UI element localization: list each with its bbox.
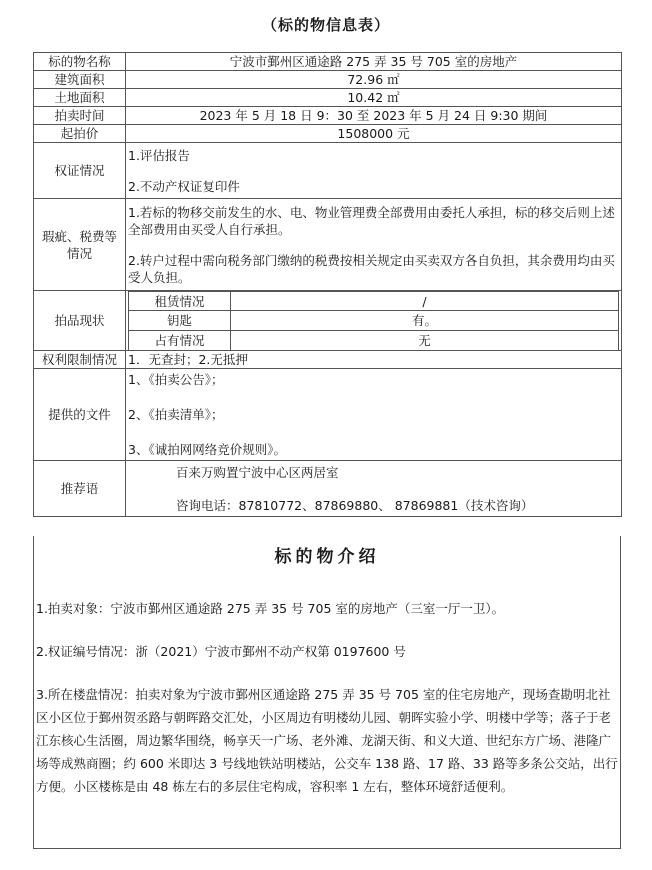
name-label: 标的物名称: [34, 53, 126, 71]
status-cell: [126, 291, 622, 351]
defect-cell: [126, 199, 622, 291]
area-label: 建筑面积: [34, 71, 126, 89]
cert-item: 2.不动产权证复印件: [128, 178, 240, 194]
status-subtable: [128, 291, 619, 350]
restrict-value: 1．无查封；2.无抵押: [126, 351, 622, 369]
files-item: 2、《拍卖清单》；: [128, 407, 224, 422]
files-label: 提供的文件: [34, 369, 126, 461]
document-title: （标的物信息表）: [261, 16, 390, 34]
files-item: 1、《拍卖公告》；: [128, 372, 224, 387]
intro-paragraph: 2.权证编号情况：浙（2021）宁波市鄞州不动产权第 0197600 号: [36, 644, 406, 659]
recommend-line: 百来万购置宁波中心区两居室: [176, 464, 339, 480]
files-item: 3、《诚拍网网络竞价规则》。: [128, 442, 286, 457]
land-value: 10.42 ㎡: [126, 89, 622, 107]
status-value: 有。: [231, 311, 619, 331]
defect-item: 1.若标的物移交前发生的水、电、物业管理费全部费用由委托人承担，标的移交后则上述全部费用由买受人自行承担。: [128, 204, 615, 237]
name-value: 宁波市鄞州区通途路 275 弄 35 号 705 室的房地产: [126, 53, 622, 71]
intro-paragraph: 1.拍卖对象：宁波市鄞州区通途路 275 弄 35 号 705 室的房地产（三室一厅一卫）。: [36, 601, 505, 616]
info-table: [33, 52, 622, 517]
land-label: 土地面积: [34, 89, 126, 107]
cert-label: 权证情况: [34, 143, 126, 199]
status-key: 钥匙: [129, 311, 231, 331]
time-value: 2023 年 5 月 18 日 9：30 至 2023 年 5 月 24 日 9:30 期间: [126, 107, 622, 125]
defect-item: 2.转户过程中需向税务部门缴纳的税费按相关规定由买卖双方各自负担，其余费用均由买受人负担。: [128, 252, 615, 285]
recommend-cell: [126, 461, 622, 517]
status-value: 无: [231, 331, 619, 350]
area-value: 72.96 ㎡: [126, 71, 622, 89]
status-key: 租赁情况: [129, 292, 231, 311]
files-cell: [126, 369, 622, 461]
intro-section: [33, 536, 621, 849]
intro-title: 标的物介绍: [274, 547, 380, 567]
cert-item: 1.评估报告: [128, 147, 190, 163]
recommend-contact: 咨询电话：87810772、87869880、 87869881（技术咨询）: [176, 497, 534, 513]
defect-label: 瑕疵、税费等情况: [34, 199, 126, 291]
status-label: 拍品现状: [34, 291, 126, 351]
price-value: 1508000 元: [126, 125, 622, 143]
price-label: 起拍价: [34, 125, 126, 143]
restrict-label: 权利限制情况: [34, 351, 126, 369]
intro-paragraph: 3.所在楼盘情况：拍卖对象为宁波市鄞州区通途路 275 弄 35 号 705 室的住宅房地产，现场查勘明北社区小区位于鄞州贺丞路与朝晖路交汇处，小区周边有明楼幼儿园、朝晖实验小学、明楼中学等；落子于老江东核心生活圈，周边繁华围绕，畅享天一广场、老外滩、龙湖天街、和义大道、世纪东方广场、港隆广场等成熟商圈；约 600 米即达 3 号线地铁站明楼站，公交车 138 路、17 路、33 路等多条公交站，出行方便。小区楼栋是由 48 栋左右的多层住宅构成，容积率 1 左右，整体环境舒适便利。: [36, 687, 618, 794]
status-value: /: [231, 292, 619, 311]
cert-cell: [126, 143, 622, 199]
status-key: 占有情况: [129, 331, 231, 350]
time-label: 拍卖时间: [34, 107, 126, 125]
recommend-label: 推荐语: [34, 461, 126, 517]
